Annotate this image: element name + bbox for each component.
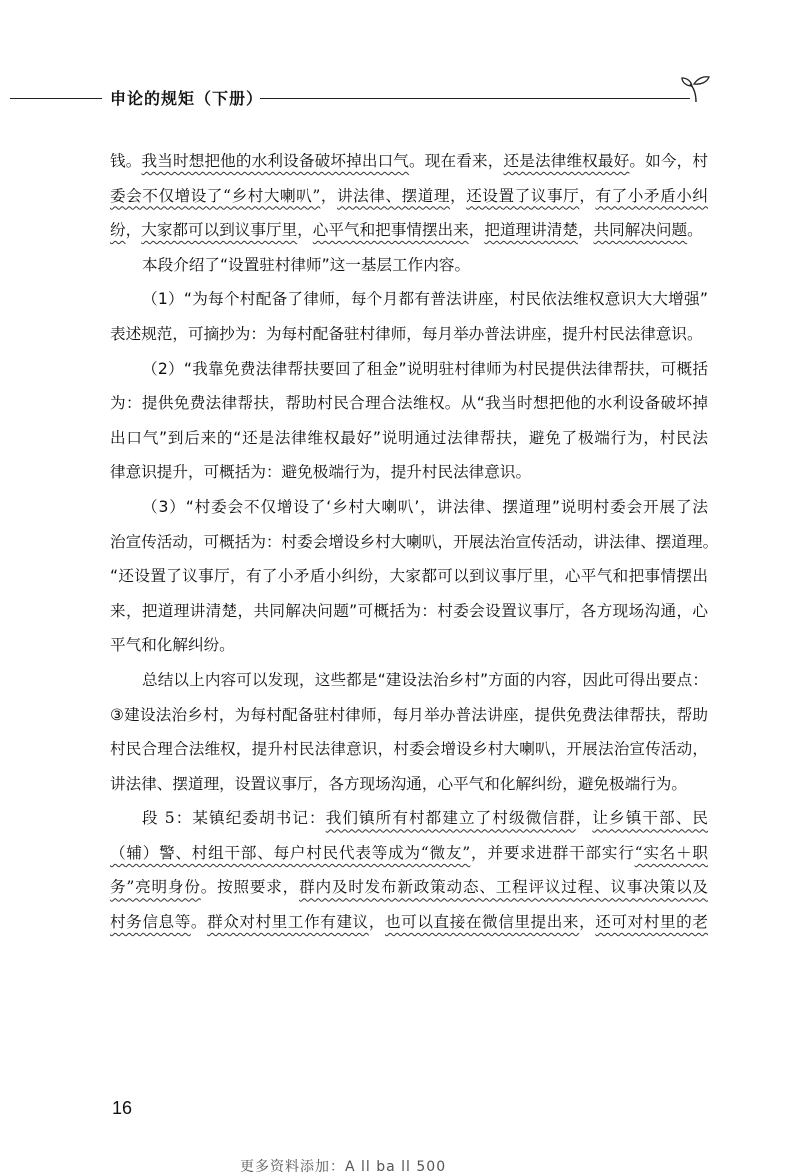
paragraph-intro: 本段介绍了“设置驻村律师”这一基层工作内容。 xyxy=(142,255,471,274)
paragraph-point-1: （1）“为每个村配备了律师，每个月都有普法讲座，村民依法维权意识大大增强” 表述规范，可摘抄为：为每村配备驻村律师，每月举办普法讲座，提升村民法律意识。 xyxy=(110,290,708,343)
page-body xyxy=(110,144,719,940)
page-number: 16 xyxy=(112,1098,133,1118)
header-rule-right xyxy=(260,98,690,99)
paragraph-section-5: 段 5：某镇纪委胡书记：我们镇所有村都建立了村级微信群，让乡镇干部、民 （辅）警、村组干部、每户村民代表等成为“微友”，并要求进群干部实行“实名＋职 务”亮明身份。按照要求，群内及时发布新政策动态、工程评议过程、议事决策以及 村务信息等。群众对村里工作有建议，也可以直接在微信里提出来，还可对村里的老 xyxy=(110,809,708,932)
paragraph-quote-end: 钱。我当时想把他的水利设备破坏掉出口气。现在看来，还是法律维权最好。如今，村 委会不仅增设了“乡村大喇叭”，讲法律、摆道理，还设置了议事厅，有了小矛盾小纠 纷，大家都可以到议事厅里，心平气和把事情摆出来，把道理讲清楚，共同解决问题。 xyxy=(110,152,708,240)
paragraph-summary: 总结以上内容可以发现，这些都是“建设法治乡村”方面的内容，因此可得出要点： ③建设法治乡村，为每村配备驻村律师，每月举办普法讲座，提供免费法律帮扶，帮助 村民合理合法维权，提升村民法律意识，村委会增设乡村大喇叭，开展法治宣传活动， 讲法律、摆道理，设置议事厅，各方现场沟通，心平气和化解纠纷，避免极端行为。 xyxy=(110,670,708,793)
sprout-icon xyxy=(676,72,716,104)
header-title: 申论的规矩（下册） xyxy=(110,89,264,108)
footer-watermark-text: 更多资料添加：A ll ba ll 500 xyxy=(240,1159,447,1175)
paragraph-point-3: （3）“村委会不仅增设了‘乡村大喇叭’，讲法律、摆道理”说明村委会开展了法 治宣传活动，可概括为：村委会增设乡村大喇叭，开展法治宣传活动，讲法律、摆道理。 “还设置了议事厅，有了小矛盾小纠纷，大家都可以到议事厅里，心平气和把事情摆出 来，把道理讲清楚，共同解决问题”可概括为：村委会设置议事厅，各方现场沟通，心 平气和化解纠纷。 xyxy=(110,497,719,655)
paragraph-point-2: （2）“我靠免费法律帮扶要回了租金”说明驻村律师为村民提供法律帮扶，可概括 为：提供免费法律帮扶，帮助村民合理合法维权。从“我当时想把他的水利设备破坏掉 出口气”到后来的“还是法律维权最好”说明通过法律帮扶，避免了极端行为，村民法 律意识提升，可概括为：避免极端行为，提升村民法律意识。 xyxy=(110,359,708,482)
page-header xyxy=(0,78,800,118)
header-rule-left xyxy=(10,98,102,99)
